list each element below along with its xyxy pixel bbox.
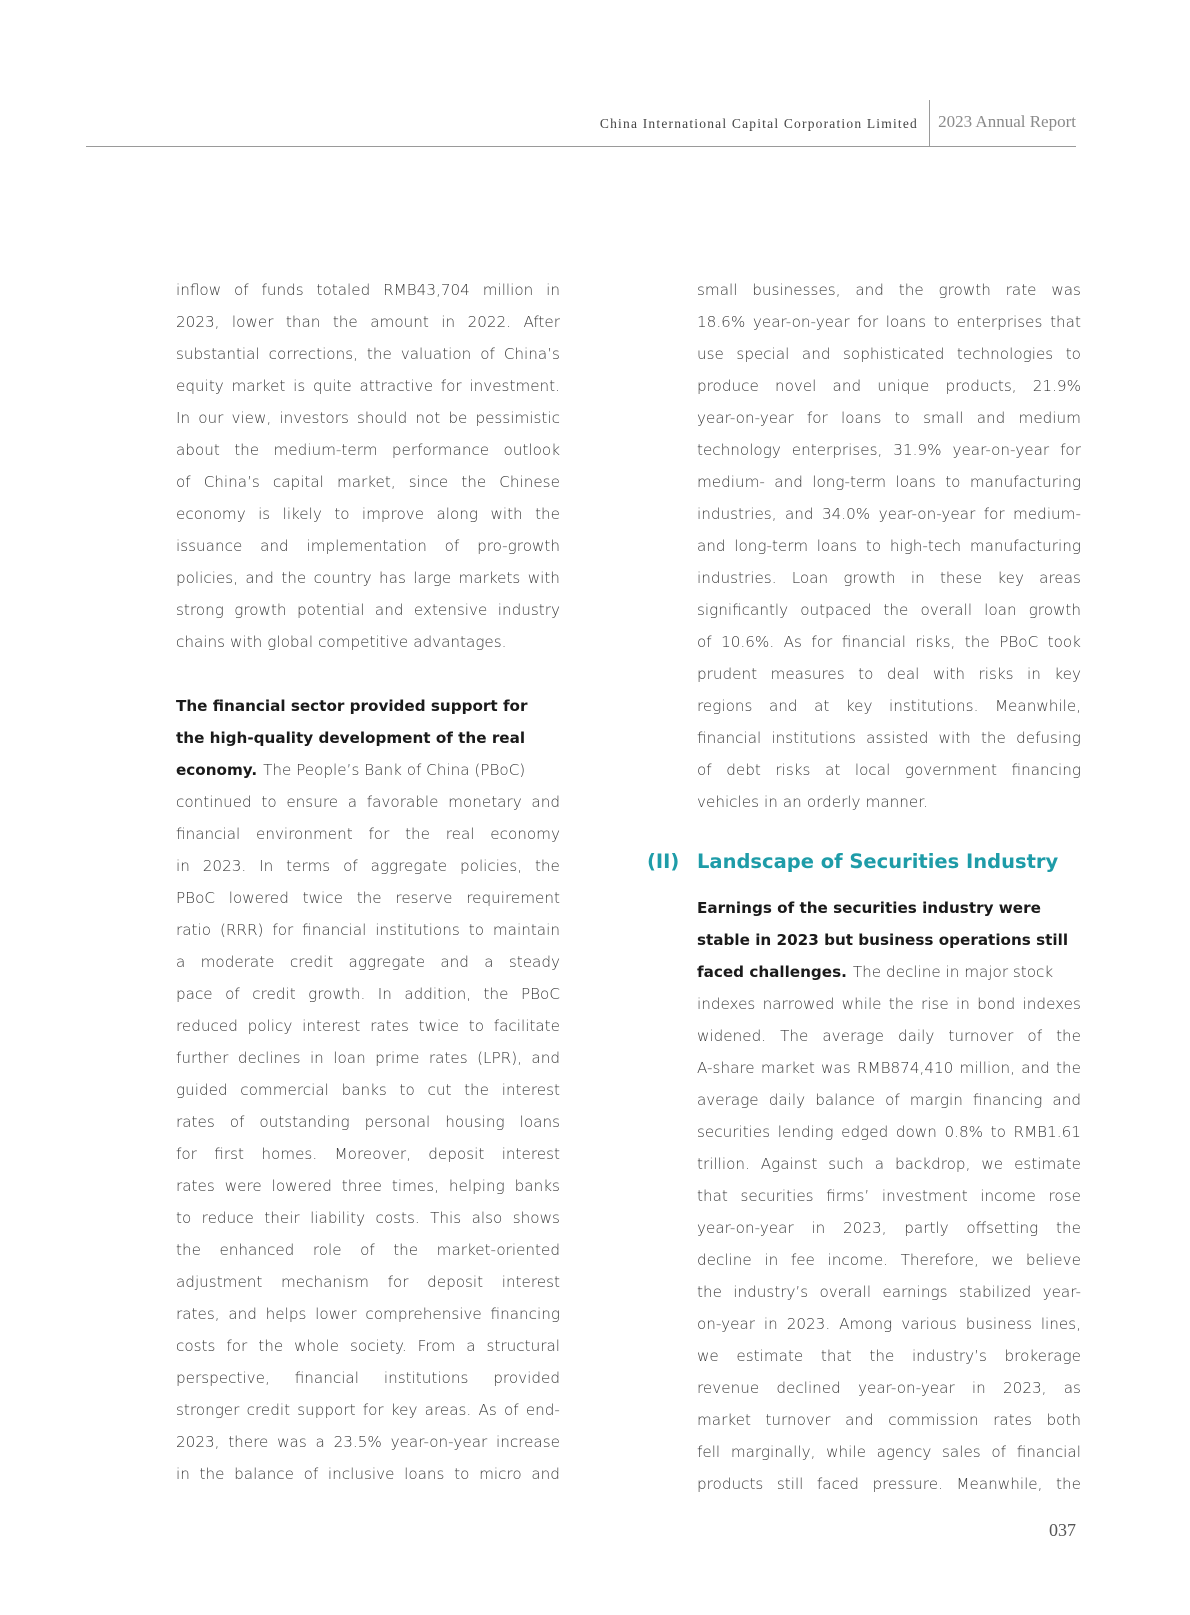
text-line: stronger credit support for key areas. As of end-	[176, 1401, 560, 1419]
right-bold-heading-3: faced challenges.	[697, 963, 847, 981]
text-line: fell marginally, while agency sales of financial	[697, 1443, 1081, 1461]
header-divider	[929, 100, 930, 146]
text-line: substantial corrections, the valuation of China’s	[176, 345, 560, 363]
text-line: PBoC lowered twice the reserve requirement	[176, 889, 560, 907]
text-line: trillion. Against such a backdrop, we estimate	[697, 1155, 1081, 1173]
text-line: policies, and the country has large markets with	[176, 569, 560, 587]
page-number: 037	[1049, 1520, 1076, 1540]
text-line: prudent measures to deal with risks in key	[697, 665, 1081, 683]
text-line: on-year in 2023. Among various business lines,	[697, 1315, 1081, 1333]
right-column-top	[697, 278, 1081, 822]
text-line: widened. The average daily turnover of the	[697, 1027, 1081, 1045]
text-line: produce novel and unique products, 21.9%	[697, 377, 1081, 395]
page-header	[86, 100, 1076, 147]
text-line: inflow of funds totaled RMB43,704 million in	[176, 281, 560, 299]
text-line: year-on-year for loans to small and medium	[697, 409, 1081, 427]
text-line: economy is likely to improve along with the	[176, 505, 560, 523]
text-line: indexes narrowed while the rise in bond indexes	[697, 995, 1081, 1013]
report-title: 2023 Annual Report	[938, 112, 1076, 131]
right-paragraph-2	[697, 992, 1081, 1504]
text-line: chains with global competitive advantages.	[176, 633, 507, 651]
text-line: strong growth potential and extensive industry	[176, 601, 560, 619]
text-line: In our view, investors should not be pessimistic	[176, 409, 560, 427]
text-line: rates were lowered three times, helping banks	[176, 1177, 560, 1195]
text-line: technology enterprises, 31.9% year-on-year for	[697, 441, 1081, 459]
text-line: guided commercial banks to cut the interest	[176, 1081, 560, 1099]
right-para2-line3: The decline in major stock	[852, 963, 1054, 981]
text-line: year-on-year in 2023, partly offsetting the	[697, 1219, 1081, 1237]
text-line: products still faced pressure. Meanwhile, the	[697, 1475, 1081, 1493]
text-line: for first homes. Moreover, deposit interest	[176, 1145, 560, 1163]
text-line: and long-term loans to high-tech manufacturing	[697, 537, 1081, 555]
text-line: equity market is quite attractive for investment.	[176, 377, 560, 395]
text-line: further declines in loan prime rates (LPR), and	[176, 1049, 560, 1067]
text-line: regions and at key institutions. Meanwhile,	[697, 697, 1081, 715]
text-line: issuance and implementation of pro-growth	[176, 537, 560, 555]
company-name: China International Capital Corporation Limited	[599, 116, 918, 131]
right-bold-heading-1: Earnings of the securities industry were	[697, 899, 1041, 917]
text-line: of China’s capital market, since the Chinese	[176, 473, 560, 491]
text-line: industries, and 34.0% year-on-year for medium-	[697, 505, 1081, 523]
left-para2-line3: The People’s Bank of China (PBoC)	[263, 761, 526, 779]
left-bold-heading-3: economy.	[176, 761, 258, 779]
text-line: average daily balance of margin financing and	[697, 1091, 1081, 1109]
right-bold-heading-2: stable in 2023 but business operations still	[697, 931, 1069, 949]
text-line: adjustment mechanism for deposit interest	[176, 1273, 560, 1291]
left-paragraph-2	[176, 694, 560, 1494]
text-line: costs for the whole society. From a structural	[176, 1337, 560, 1355]
text-line: in the balance of inclusive loans to micro and	[176, 1465, 560, 1483]
text-line: reduced policy interest rates twice to facilitate	[176, 1017, 560, 1035]
text-line: rates, and helps lower comprehensive financing	[176, 1305, 560, 1323]
text-line: 2023, there was a 23.5% year-on-year increase	[176, 1433, 560, 1451]
right-column-bottom	[697, 896, 1081, 1504]
left-paragraph-1	[176, 278, 560, 662]
left-column	[176, 278, 560, 1494]
text-line: decline in fee income. Therefore, we believe	[697, 1251, 1081, 1269]
text-line: industries. Loan growth in these key areas	[697, 569, 1081, 587]
text-line: rates of outstanding personal housing loans	[176, 1113, 560, 1131]
text-line: ratio (RRR) for financial institutions to maintain	[176, 921, 560, 939]
text-line: securities lending edged down 0.8% to RMB1.61	[697, 1123, 1081, 1141]
text-line: revenue declined year-on-year in 2023, as	[697, 1379, 1081, 1397]
section-title: Landscape of Securities Industry	[697, 850, 1059, 873]
left-bold-heading-2: the high-quality development of the real	[176, 729, 526, 747]
left-bold-heading-1: The financial sector provided support for	[176, 697, 528, 715]
text-line: use special and sophisticated technologies to	[697, 345, 1081, 363]
text-line: 18.6% year-on-year for loans to enterprises that	[697, 313, 1081, 331]
text-line: the enhanced role of the market-oriented	[176, 1241, 560, 1259]
text-line: about the medium-term performance outlook	[176, 441, 560, 459]
text-line: A-share market was RMB874,410 million, and the	[697, 1059, 1081, 1077]
section-heading	[647, 850, 1067, 873]
text-line: medium- and long-term loans to manufacturing	[697, 473, 1081, 491]
text-line: financial institutions assisted with the defusing	[697, 729, 1081, 747]
text-line: a moderate credit aggregate and a steady	[176, 953, 560, 971]
text-line: of 10.6%. As for financial risks, the PBoC took	[697, 633, 1081, 651]
text-line: pace of credit growth. In addition, the PBoC	[176, 985, 560, 1003]
text-line: small businesses, and the growth rate was	[697, 281, 1081, 299]
right-paragraph-1	[697, 278, 1081, 822]
section-number: (II)	[647, 850, 680, 873]
text-line: in 2023. In terms of aggregate policies, the	[176, 857, 560, 875]
text-line: market turnover and commission rates both	[697, 1411, 1081, 1429]
text-line: vehicles in an orderly manner.	[697, 793, 928, 811]
text-line: 2023, lower than the amount in 2022. After	[176, 313, 560, 331]
text-line: that securities firms’ investment income rose	[697, 1187, 1081, 1205]
text-line: significantly outpaced the overall loan growth	[697, 601, 1081, 619]
text-line: the industry’s overall earnings stabilized year-	[697, 1283, 1081, 1301]
text-line: we estimate that the industry’s brokerage	[697, 1347, 1081, 1365]
text-line: to reduce their liability costs. This also shows	[176, 1209, 560, 1227]
text-line: continued to ensure a favorable monetary and	[176, 793, 560, 811]
text-line: perspective, financial institutions provided	[176, 1369, 560, 1387]
text-line: of debt risks at local government financing	[697, 761, 1081, 779]
text-line: financial environment for the real economy	[176, 825, 560, 843]
